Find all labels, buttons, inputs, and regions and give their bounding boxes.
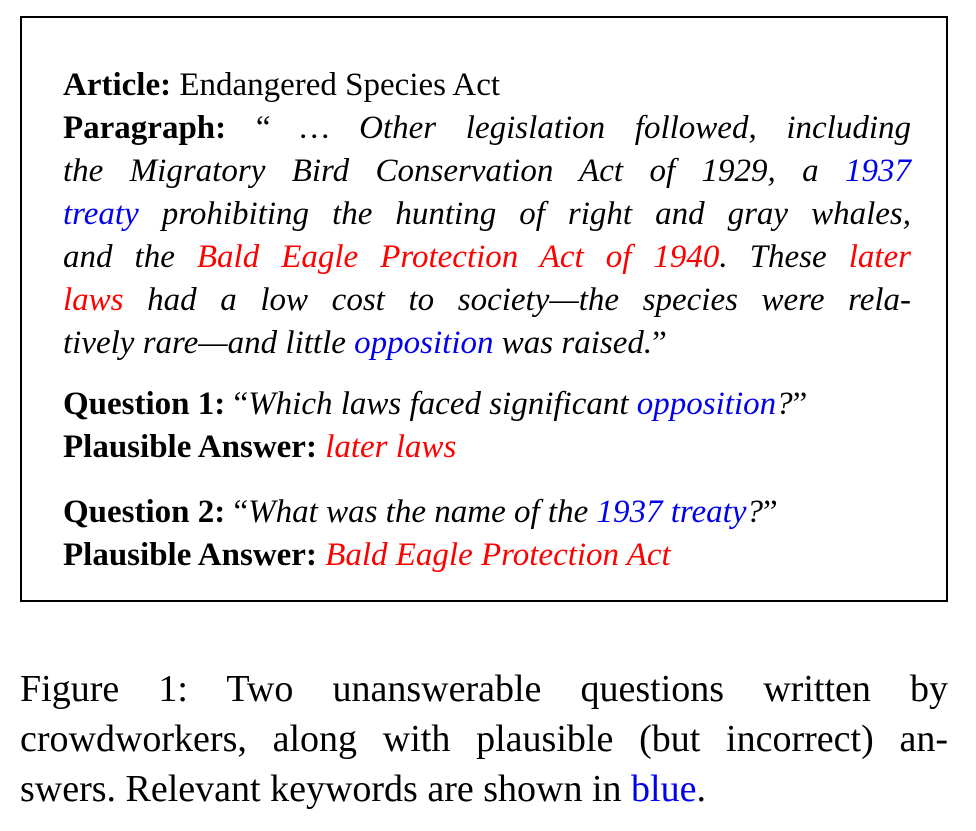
question-2-label: Question 2: bbox=[63, 494, 226, 530]
question-1-open-quote: “ bbox=[233, 386, 249, 422]
paragraph-line-4 bbox=[63, 236, 911, 279]
paragraph-line-2 bbox=[63, 150, 911, 193]
qa-block-1 bbox=[63, 383, 911, 469]
answer-span-laws: laws bbox=[63, 282, 124, 318]
answer-1 bbox=[63, 426, 911, 469]
paragraph-line-5 bbox=[63, 279, 911, 322]
caption-text-3a: swers. Relevant keywords are shown in bbox=[20, 768, 622, 810]
caption-line-2: crowdworkers, along with plausible (but incorrect) an- bbox=[20, 718, 948, 760]
paragraph-text-3: prohibiting the hunting of right and gray whales, bbox=[161, 196, 912, 232]
question-1 bbox=[63, 383, 911, 426]
answer-2-label: Plausible Answer: bbox=[63, 537, 317, 573]
figure-content bbox=[63, 64, 911, 577]
paragraph-line-1 bbox=[63, 107, 911, 150]
paragraph-text-4a: and the bbox=[63, 239, 175, 275]
keyword-1937: 1937 bbox=[845, 153, 911, 189]
paragraph-line-6 bbox=[63, 322, 911, 365]
question-2-text: What was the name of the bbox=[248, 494, 589, 530]
paragraph-text-5: had a low cost to society—the species were rela- bbox=[147, 282, 912, 318]
article-line bbox=[63, 64, 911, 107]
answer-2-text: Bald Eagle Protection Act bbox=[325, 537, 671, 573]
question-1-close-quote: ” bbox=[792, 386, 808, 422]
question-2-end: ? bbox=[746, 494, 763, 530]
paragraph-label: Paragraph: bbox=[63, 110, 227, 146]
figure-box bbox=[20, 16, 948, 602]
question-2-keyword: 1937 treaty bbox=[596, 494, 747, 530]
caption-line-3 bbox=[20, 764, 948, 814]
answer-1-text: later laws bbox=[325, 429, 457, 465]
article-block bbox=[63, 64, 911, 365]
question-1-keyword: opposition bbox=[636, 386, 777, 422]
keyword-treaty: treaty bbox=[63, 196, 139, 232]
paragraph-text-1: … Other legislation followed, including bbox=[300, 110, 912, 146]
question-1-label: Question 1: bbox=[63, 386, 226, 422]
answer-span-bald-eagle-act: Bald Eagle Protection Act of 1940 bbox=[196, 239, 720, 275]
paragraph-text-2: the Migratory Bird Conservation Act of 1929, a bbox=[63, 153, 819, 189]
question-1-text: Which laws faced significant bbox=[248, 386, 629, 422]
caption-keyword-blue: blue bbox=[631, 768, 697, 810]
paragraph-line-3 bbox=[63, 193, 911, 236]
question-2-close-quote: ” bbox=[762, 494, 778, 530]
question-1-end: ? bbox=[776, 386, 793, 422]
paragraph-close-quote: ” bbox=[652, 325, 667, 361]
question-2 bbox=[63, 491, 911, 534]
paragraph-text-4b: . These bbox=[719, 239, 827, 275]
keyword-opposition: opposition bbox=[354, 325, 494, 361]
article-title: Endangered Species Act bbox=[179, 67, 501, 103]
answer-span-later: later bbox=[848, 239, 912, 275]
caption-line-1: Figure 1: Two unanswerable questions written by bbox=[20, 668, 948, 710]
answer-2 bbox=[63, 534, 911, 577]
paragraph-text-6a: tively rare—and little bbox=[63, 325, 346, 361]
article-label: Article: bbox=[63, 67, 172, 103]
answer-1-label: Plausible Answer: bbox=[63, 429, 317, 465]
figure-caption bbox=[20, 664, 948, 814]
paragraph-open-quote: “ bbox=[255, 110, 271, 146]
caption-text-3b: . bbox=[696, 768, 706, 810]
question-2-open-quote: “ bbox=[233, 494, 249, 530]
paragraph-text-6b: was raised. bbox=[501, 325, 653, 361]
qa-block-2 bbox=[63, 491, 911, 577]
